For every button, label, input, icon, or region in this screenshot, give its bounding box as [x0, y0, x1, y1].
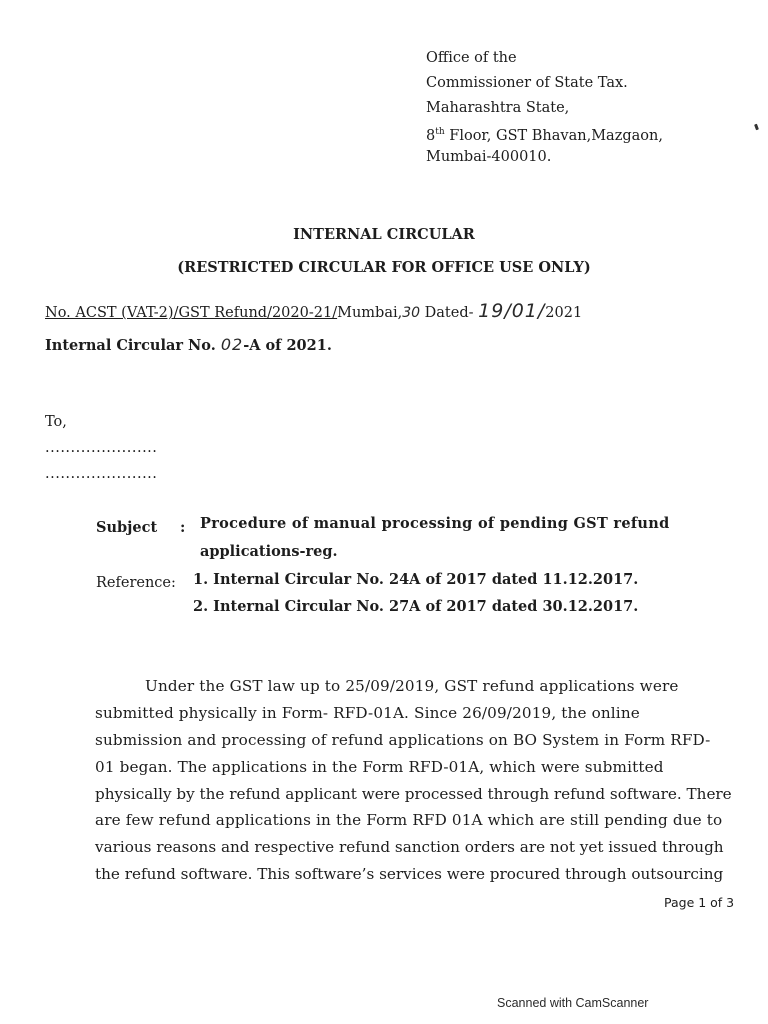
body-line: 01 began. The applications in the Form RFD-01A, which were submitted: [95, 758, 664, 776]
address-line: Mumbai-400010.: [426, 149, 552, 165]
reference-line: [45, 300, 582, 322]
reference-year: 2021: [545, 305, 583, 321]
reference-item: 2. Internal Circular No. 27A of 2017 dated 30.12.2017.: [193, 598, 639, 615]
page-number: Page 1 of 3: [664, 895, 735, 910]
to-blank-line: ......................: [45, 440, 158, 456]
handwritten-circular-number: 02: [220, 335, 244, 354]
body-line: physically by the refund applicant were processed through refund software. There: [95, 785, 732, 803]
body-line: submission and processing of refund applications on BO System in Form RFD-: [95, 731, 711, 749]
handwritten-date: 19/01/: [478, 300, 546, 322]
floor-address: Floor, GST Bhavan,Mazgaon,: [449, 127, 663, 144]
scanner-footer: Scanned with CamScanner: [497, 996, 649, 1010]
address-line: Maharashtra State,: [426, 100, 570, 116]
subject-text: applications-reg.: [200, 543, 338, 560]
body-line: Under the GST law up to 25/09/2019, GST refund applications were: [145, 677, 679, 695]
reference-place: Mumbai,: [337, 305, 403, 321]
address-line: Office of the: [426, 50, 517, 66]
circular-suffix: -A of 2021.: [243, 337, 332, 354]
circular-heading: INTERNAL CIRCULAR: [293, 226, 475, 243]
body-line: various reasons and respective refund sanction orders are not yet issued through: [95, 838, 724, 856]
circular-subheading: (RESTRICTED CIRCULAR FOR OFFICE USE ONLY): [177, 259, 591, 276]
subject-text: Procedure of manual processing of pending GST refund: [200, 515, 670, 532]
to-label: To,: [45, 414, 67, 430]
handwritten-serial: 30: [402, 305, 421, 321]
subject-label: Subject: [96, 519, 158, 536]
subject-colon: :: [180, 519, 186, 536]
floor-suffix: th: [435, 127, 445, 137]
address-line: Commissioner of State Tax.: [426, 75, 628, 91]
reference-label: Reference:: [96, 575, 176, 591]
circular-number-line: [45, 335, 332, 354]
body-line: submitted physically in Form- RFD-01A. Since 26/09/2019, the online: [95, 704, 640, 722]
body-line: the refund software. This software’s services were procured through outsourcing: [95, 865, 724, 883]
reference-number: No. ACST (VAT-2)/GST Refund/2020-21/: [45, 305, 338, 321]
body-line: are few refund applications in the Form RFD 01A which are still pending due to: [95, 811, 723, 829]
reference-item: 1. Internal Circular No. 24A of 2017 dated 11.12.2017.: [193, 571, 639, 588]
circular-label: Internal Circular No.: [45, 337, 216, 354]
to-blank-line: ......................: [45, 466, 158, 482]
scan-mark: [754, 124, 759, 131]
floor-number: 8: [426, 127, 436, 144]
dated-label: Dated-: [424, 305, 474, 321]
